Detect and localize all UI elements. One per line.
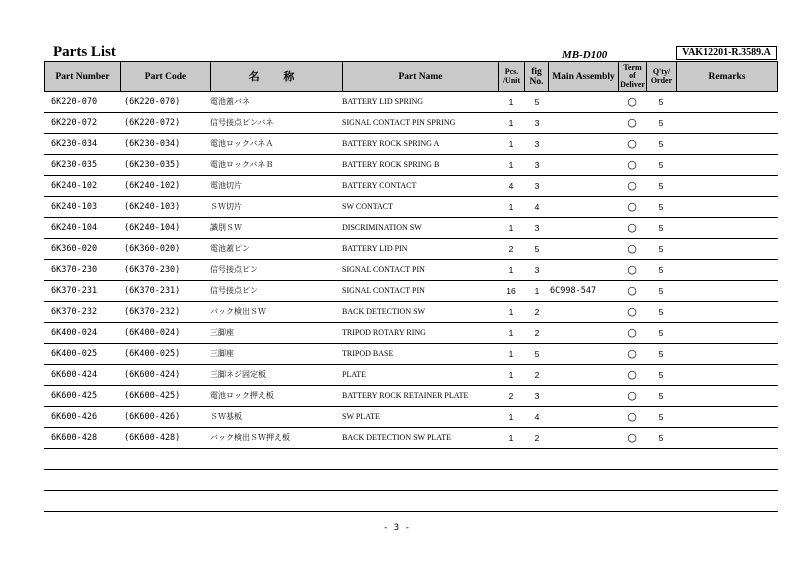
table-row: [44, 260, 778, 281]
cell-qty-order: 5: [658, 97, 664, 107]
cell-fig-no: 2: [534, 433, 540, 443]
cell-qty-order: 5: [658, 328, 664, 338]
cell-pcs-unit: 1: [508, 433, 514, 443]
cell-part-name: BACK DETECTION SW: [342, 307, 426, 316]
cell-main-assembly: [550, 218, 616, 238]
cell-part-name: BATTERY CONTACT: [342, 181, 417, 190]
table-row: [44, 134, 778, 155]
table-row: [44, 218, 778, 239]
cell-part-name: TRIPOD ROTARY RING: [342, 328, 426, 337]
cell-name-jp: 信号接点ピンバネ: [210, 118, 274, 127]
cell-term-deliver: ○: [627, 305, 637, 318]
cell-part-number: 6K220-070: [51, 97, 98, 107]
cell-part-name: BATTERY LID SPRING: [342, 97, 424, 106]
cell-fig-no: 2: [534, 328, 540, 338]
cell-remarks: [678, 197, 774, 217]
cell-qty-order: 5: [658, 286, 664, 296]
cell-term-deliver: ○: [627, 347, 637, 360]
cell-part-name: DISCRIMINATION SW: [342, 223, 422, 232]
cell-part-code: (6K400-025): [124, 349, 181, 359]
cell-part-name: BATTERY ROCK RETAINER PLATE: [342, 391, 469, 400]
cell-fig-no: 3: [534, 265, 540, 275]
table-row: [44, 239, 778, 260]
cell-term-deliver: ○: [627, 221, 637, 234]
cell-pcs-unit: 1: [508, 223, 514, 233]
cell-qty-order: 5: [658, 118, 664, 128]
cell-remarks: [678, 344, 774, 364]
model-name: MB-D100: [562, 49, 608, 61]
cell-name-jp: 電池切片: [210, 181, 242, 190]
cell-part-code: (6K240-104): [124, 223, 181, 233]
cell-part-code: (6K370-232): [124, 307, 181, 317]
table-row: [44, 407, 778, 428]
cell-part-name: SW PLATE: [342, 412, 380, 421]
col-term-deliver: Term of Deliver: [619, 62, 647, 91]
cell-part-number: 6K600-426: [51, 412, 98, 422]
cell-main-assembly: [550, 407, 616, 427]
cell-qty-order: 5: [658, 265, 664, 275]
cell-remarks: [678, 218, 774, 238]
table-row: [44, 197, 778, 218]
cell-main-assembly: [550, 344, 616, 364]
cell-part-code: (6K230-035): [124, 160, 181, 170]
cell-remarks: [678, 302, 774, 322]
cell-part-code: (6K360-020): [124, 244, 181, 254]
cell-part-number: 6K400-024: [51, 328, 98, 338]
cell-qty-order: 5: [658, 370, 664, 380]
cell-term-deliver: ○: [627, 368, 637, 381]
table-row: [44, 386, 778, 407]
cell-main-assembly: [550, 176, 616, 196]
cell-qty-order: 5: [658, 139, 664, 149]
cell-part-number: 6K600-425: [51, 391, 98, 401]
cell-name-jp: 電池蓋バネ: [210, 97, 250, 106]
cell-name-jp: 信号接点ピン: [210, 265, 258, 274]
cell-part-name: PLATE: [342, 370, 366, 379]
cell-part-number: 6K600-424: [51, 370, 98, 380]
table-row: [44, 155, 778, 176]
cell-remarks: [678, 260, 774, 280]
cell-qty-order: 5: [658, 349, 664, 359]
cell-part-code: (6K400-024): [124, 328, 181, 338]
cell-remarks: [678, 176, 774, 196]
cell-name-jp: 電池蓋ピン: [210, 244, 250, 253]
table-header: [44, 61, 778, 92]
empty-row-line: [44, 469, 778, 470]
cell-name-jp: 三脚座: [210, 328, 234, 337]
cell-remarks: [678, 239, 774, 259]
cell-pcs-unit: 1: [508, 202, 514, 212]
cell-term-deliver: ○: [627, 179, 637, 192]
cell-part-code: (6K600-428): [124, 433, 181, 443]
cell-part-code: (6K220-072): [124, 118, 181, 128]
col-part-name: Part Name: [343, 62, 499, 91]
page-title: Parts List: [53, 44, 116, 60]
cell-part-code: (6K370-231): [124, 286, 181, 296]
cell-pcs-unit: 1: [508, 97, 514, 107]
cell-fig-no: 5: [534, 97, 540, 107]
cell-part-name: BATTERY ROCK SPRING A: [342, 139, 440, 148]
cell-name-jp: バック検出ＳＷ押え板: [210, 433, 290, 442]
cell-remarks: [678, 155, 774, 175]
table-row: [44, 428, 778, 449]
empty-row-line: [44, 511, 778, 512]
cell-part-number: 6K220-072: [51, 118, 98, 128]
cell-name-jp: 信号接点ピン: [210, 286, 258, 295]
cell-name-jp: 電池ロックバネＢ: [210, 160, 274, 169]
cell-part-number: 6K230-034: [51, 139, 98, 149]
cell-part-number: 6K240-102: [51, 181, 98, 191]
cell-main-assembly: 6C998-547: [550, 286, 597, 296]
cell-part-number: 6K370-232: [51, 307, 98, 317]
cell-remarks: [678, 407, 774, 427]
cell-remarks: [678, 365, 774, 385]
table-row: [44, 281, 778, 302]
cell-remarks: [678, 386, 774, 406]
col-part-number: Part Number: [45, 62, 121, 91]
cell-name-jp: 電池ロックバネＡ: [210, 139, 274, 148]
cell-term-deliver: ○: [627, 389, 637, 402]
cell-term-deliver: ○: [627, 158, 637, 171]
col-part-code: Part Code: [121, 62, 211, 91]
table-row: [44, 302, 778, 323]
cell-part-number: 6K230-035: [51, 160, 98, 170]
page-number: - 3 -: [382, 523, 411, 533]
cell-part-name: SIGNAL CONTACT PIN: [342, 265, 425, 274]
cell-remarks: [678, 281, 774, 301]
cell-part-code: (6K230-034): [124, 139, 181, 149]
cell-remarks: [678, 113, 774, 133]
document-reference: VAK12201-R.3589.A: [676, 46, 777, 60]
cell-fig-no: 3: [534, 391, 540, 401]
col-main-assembly: Main Assembly: [549, 62, 619, 91]
cell-qty-order: 5: [658, 412, 664, 422]
cell-term-deliver: ○: [627, 95, 637, 108]
cell-main-assembly: [550, 428, 616, 448]
col-qty-order: Q'ty/ Order: [647, 62, 677, 91]
cell-main-assembly: [550, 260, 616, 280]
cell-qty-order: 5: [658, 307, 664, 317]
cell-fig-no: 2: [534, 307, 540, 317]
table-row: [44, 344, 778, 365]
cell-term-deliver: ○: [627, 326, 637, 339]
cell-part-number: 6K370-230: [51, 265, 98, 275]
table-row: [44, 365, 778, 386]
cell-part-name: SW CONTACT: [342, 202, 393, 211]
cell-main-assembly: [550, 365, 616, 385]
cell-main-assembly: [550, 302, 616, 322]
cell-fig-no: 2: [534, 370, 540, 380]
cell-fig-no: 4: [534, 202, 540, 212]
cell-name-jp: 電池ロック押え板: [210, 391, 274, 400]
cell-part-code: (6K240-103): [124, 202, 181, 212]
cell-part-number: 6K400-025: [51, 349, 98, 359]
cell-main-assembly: [550, 323, 616, 343]
cell-part-code: (6K220-070): [124, 97, 181, 107]
cell-term-deliver: ○: [627, 200, 637, 213]
cell-pcs-unit: 1: [508, 118, 514, 128]
cell-part-number: 6K240-103: [51, 202, 98, 212]
cell-qty-order: 5: [658, 181, 664, 191]
cell-fig-no: 5: [534, 349, 540, 359]
cell-pcs-unit: 2: [508, 391, 514, 401]
cell-qty-order: 5: [658, 391, 664, 401]
table-row: [44, 323, 778, 344]
cell-part-code: (6K240-102): [124, 181, 181, 191]
cell-name-jp: ＳＷ切片: [210, 202, 242, 211]
cell-pcs-unit: 1: [508, 265, 514, 275]
cell-fig-no: 3: [534, 118, 540, 128]
cell-part-name: SIGNAL CONTACT PIN: [342, 286, 425, 295]
cell-part-name: BATTERY ROCK SPRING B: [342, 160, 440, 169]
cell-qty-order: 5: [658, 244, 664, 254]
cell-fig-no: 3: [534, 181, 540, 191]
cell-remarks: [678, 92, 774, 112]
cell-pcs-unit: 1: [508, 349, 514, 359]
cell-part-name: BACK DETECTION SW PLATE: [342, 433, 451, 442]
cell-main-assembly: [550, 197, 616, 217]
cell-pcs-unit: 1: [508, 370, 514, 380]
cell-part-number: 6K370-231: [51, 286, 98, 296]
cell-part-code: (6K370-230): [124, 265, 181, 275]
cell-pcs-unit: 4: [508, 181, 514, 191]
cell-qty-order: 5: [658, 433, 664, 443]
cell-part-name: TRIPOD BASE: [342, 349, 394, 358]
cell-term-deliver: ○: [627, 263, 637, 276]
cell-pcs-unit: 1: [508, 160, 514, 170]
cell-term-deliver: ○: [627, 116, 637, 129]
cell-remarks: [678, 323, 774, 343]
table-row: [44, 92, 778, 113]
cell-term-deliver: ○: [627, 137, 637, 150]
cell-main-assembly: [550, 113, 616, 133]
cell-pcs-unit: 16: [506, 286, 516, 296]
cell-main-assembly: [550, 134, 616, 154]
cell-name-jp: ＳＷ基板: [210, 412, 242, 421]
cell-part-name: SIGNAL CONTACT PIN SPRING: [342, 118, 456, 127]
cell-term-deliver: ○: [627, 431, 637, 444]
cell-part-code: (6K600-424): [124, 370, 181, 380]
cell-term-deliver: ○: [627, 284, 637, 297]
cell-fig-no: 3: [534, 139, 540, 149]
cell-main-assembly: [550, 239, 616, 259]
cell-part-code: (6K600-425): [124, 391, 181, 401]
cell-part-number: 6K360-020: [51, 244, 98, 254]
cell-fig-no: 5: [534, 244, 540, 254]
cell-remarks: [678, 134, 774, 154]
cell-term-deliver: ○: [627, 242, 637, 255]
cell-name-jp: 三脚座: [210, 349, 234, 358]
cell-part-number: 6K240-104: [51, 223, 98, 233]
table-row: [44, 113, 778, 134]
cell-qty-order: 5: [658, 223, 664, 233]
cell-pcs-unit: 1: [508, 139, 514, 149]
cell-main-assembly: [550, 386, 616, 406]
table-row: [44, 176, 778, 197]
cell-part-code: (6K600-426): [124, 412, 181, 422]
cell-part-name: BATTERY LID PIN: [342, 244, 408, 253]
cell-remarks: [678, 428, 774, 448]
cell-name-jp: 三脚ネジ固定板: [210, 370, 266, 379]
col-pcs-unit: Pcs. /Unit: [499, 62, 525, 91]
col-remarks: Remarks: [708, 71, 746, 82]
cell-fig-no: 3: [534, 223, 540, 233]
cell-pcs-unit: 1: [508, 412, 514, 422]
cell-fig-no: 3: [534, 160, 540, 170]
cell-fig-no: 1: [534, 286, 540, 296]
cell-qty-order: 5: [658, 160, 664, 170]
cell-main-assembly: [550, 92, 616, 112]
cell-fig-no: 4: [534, 412, 540, 422]
cell-part-number: 6K600-428: [51, 433, 98, 443]
cell-pcs-unit: 1: [508, 307, 514, 317]
cell-name-jp: バック検出ＳＷ: [210, 307, 266, 316]
cell-term-deliver: ○: [627, 410, 637, 423]
cell-qty-order: 5: [658, 202, 664, 212]
cell-name-jp: 識別ＳＷ: [210, 223, 242, 232]
cell-pcs-unit: 2: [508, 244, 514, 254]
cell-pcs-unit: 1: [508, 328, 514, 338]
cell-main-assembly: [550, 155, 616, 175]
col-fig-no: fig No.: [525, 62, 549, 91]
empty-row-line: [44, 490, 778, 491]
col-name-jp: 名 称: [211, 62, 343, 91]
